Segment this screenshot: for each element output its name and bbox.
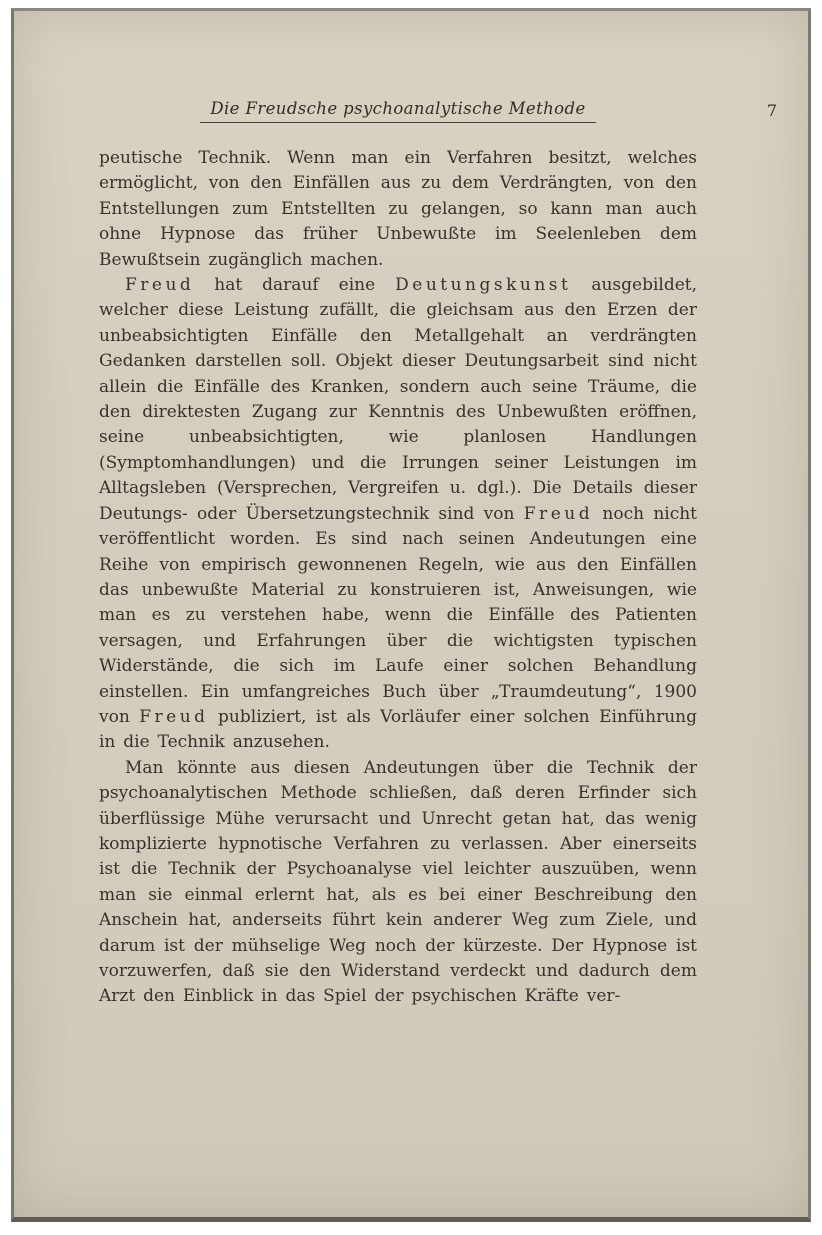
running-head [99, 99, 777, 133]
body-text [99, 146, 697, 1010]
text-run: Man könnte aus diesen Andeutungen über die Technik der psychoanalytischen Methode schließen, daß deren Erfinder sich überflüssige Mühe verursacht und Unrecht getan hat, das wenig komplizierte hypnotische Verfahren zu verlassen. Aber einerseits ist die Technik der Psychoanalyse viel leichter auszuüben, wenn man sie einmal erlernt hat, als es bei einer Beschreibung den Anschein hat, anderseits führt kein anderer Weg zum Ziele, und darum ist der mühselige Weg noch der kürzeste. Der Hypnose ist vorzuwerfen, daß sie den Widerstand verdeckt und dadurch dem Arzt den Einblick in das Spiel der psychischen Kräfte ver- [99, 757, 697, 1007]
text-run: noch nicht veröffentlicht worden. Es sind nach seinen Andeutungen eine Reihe von empirisch gewonnenen Regeln, wie aus den Einfällen das unbewußte Material zu konstruieren ist, Anweisungen, wie man es zu verstehen habe, wenn die Einfälle des Patienten versagen, und Erfahrungen über die wichtigsten typischen Widerstände, die sich im Laufe einer solchen Behandlung einstellen. Ein umfangreiches Buch über „Traumdeutung“, 1900 von [99, 503, 698, 727]
page-content [99, 99, 777, 1010]
emphasized-text-run: Freud [523, 503, 594, 524]
text-run: peutische Technik. Wenn man ein Verfahren besitzt, welches ermöglicht, von den Einfällen aus zu dem Verdrängten, von den Entstellungen zum Entstellten zu gelangen, so kann man auch ohne Hypnose das früher Unbewußte im Seelenleben dem Bewußtsein zugänglich machen. [99, 148, 697, 270]
text-run: publiziert, ist als Vorläufer einer solchen Einführung in die Technik anzusehen. [99, 706, 697, 753]
page-number: 7 [766, 101, 777, 120]
text-run: ausgebildet, welcher diese Leistung zufällt, die gleichsam aus den Erzen der unbeabsichtigten Einfälle den Metallgehalt an verdrängten Gedanken darstellen soll. Objekt dieser Deutungsarbeit sind nicht allein die Einfälle des Kranken, sondern auch seine Träume, die den direktesten Zugang zur Kenntnis des Unbewußten eröffnen, seine unbeabsichtigten, wie planlosen Handlungen (Symptomhandlungen) und die Irrungen seiner Leistungen im Alltagsleben (Versprechen, Vergreifen u. dgl.). Die Details dieser Deutungs- oder Übersetzungstechnik sind von [99, 275, 698, 524]
paragraph [99, 273, 697, 756]
paragraph [99, 146, 697, 273]
book-page [11, 8, 811, 1222]
emphasized-text-run: Deutungskunst [395, 275, 572, 296]
running-head-title: Die Freudsche psychoanalytische Methode [200, 99, 595, 123]
emphasized-text-run: Freud [139, 706, 209, 727]
text-run: hat darauf eine [194, 275, 396, 296]
paragraph [99, 756, 697, 1010]
emphasized-text-run: Freud [125, 275, 195, 296]
